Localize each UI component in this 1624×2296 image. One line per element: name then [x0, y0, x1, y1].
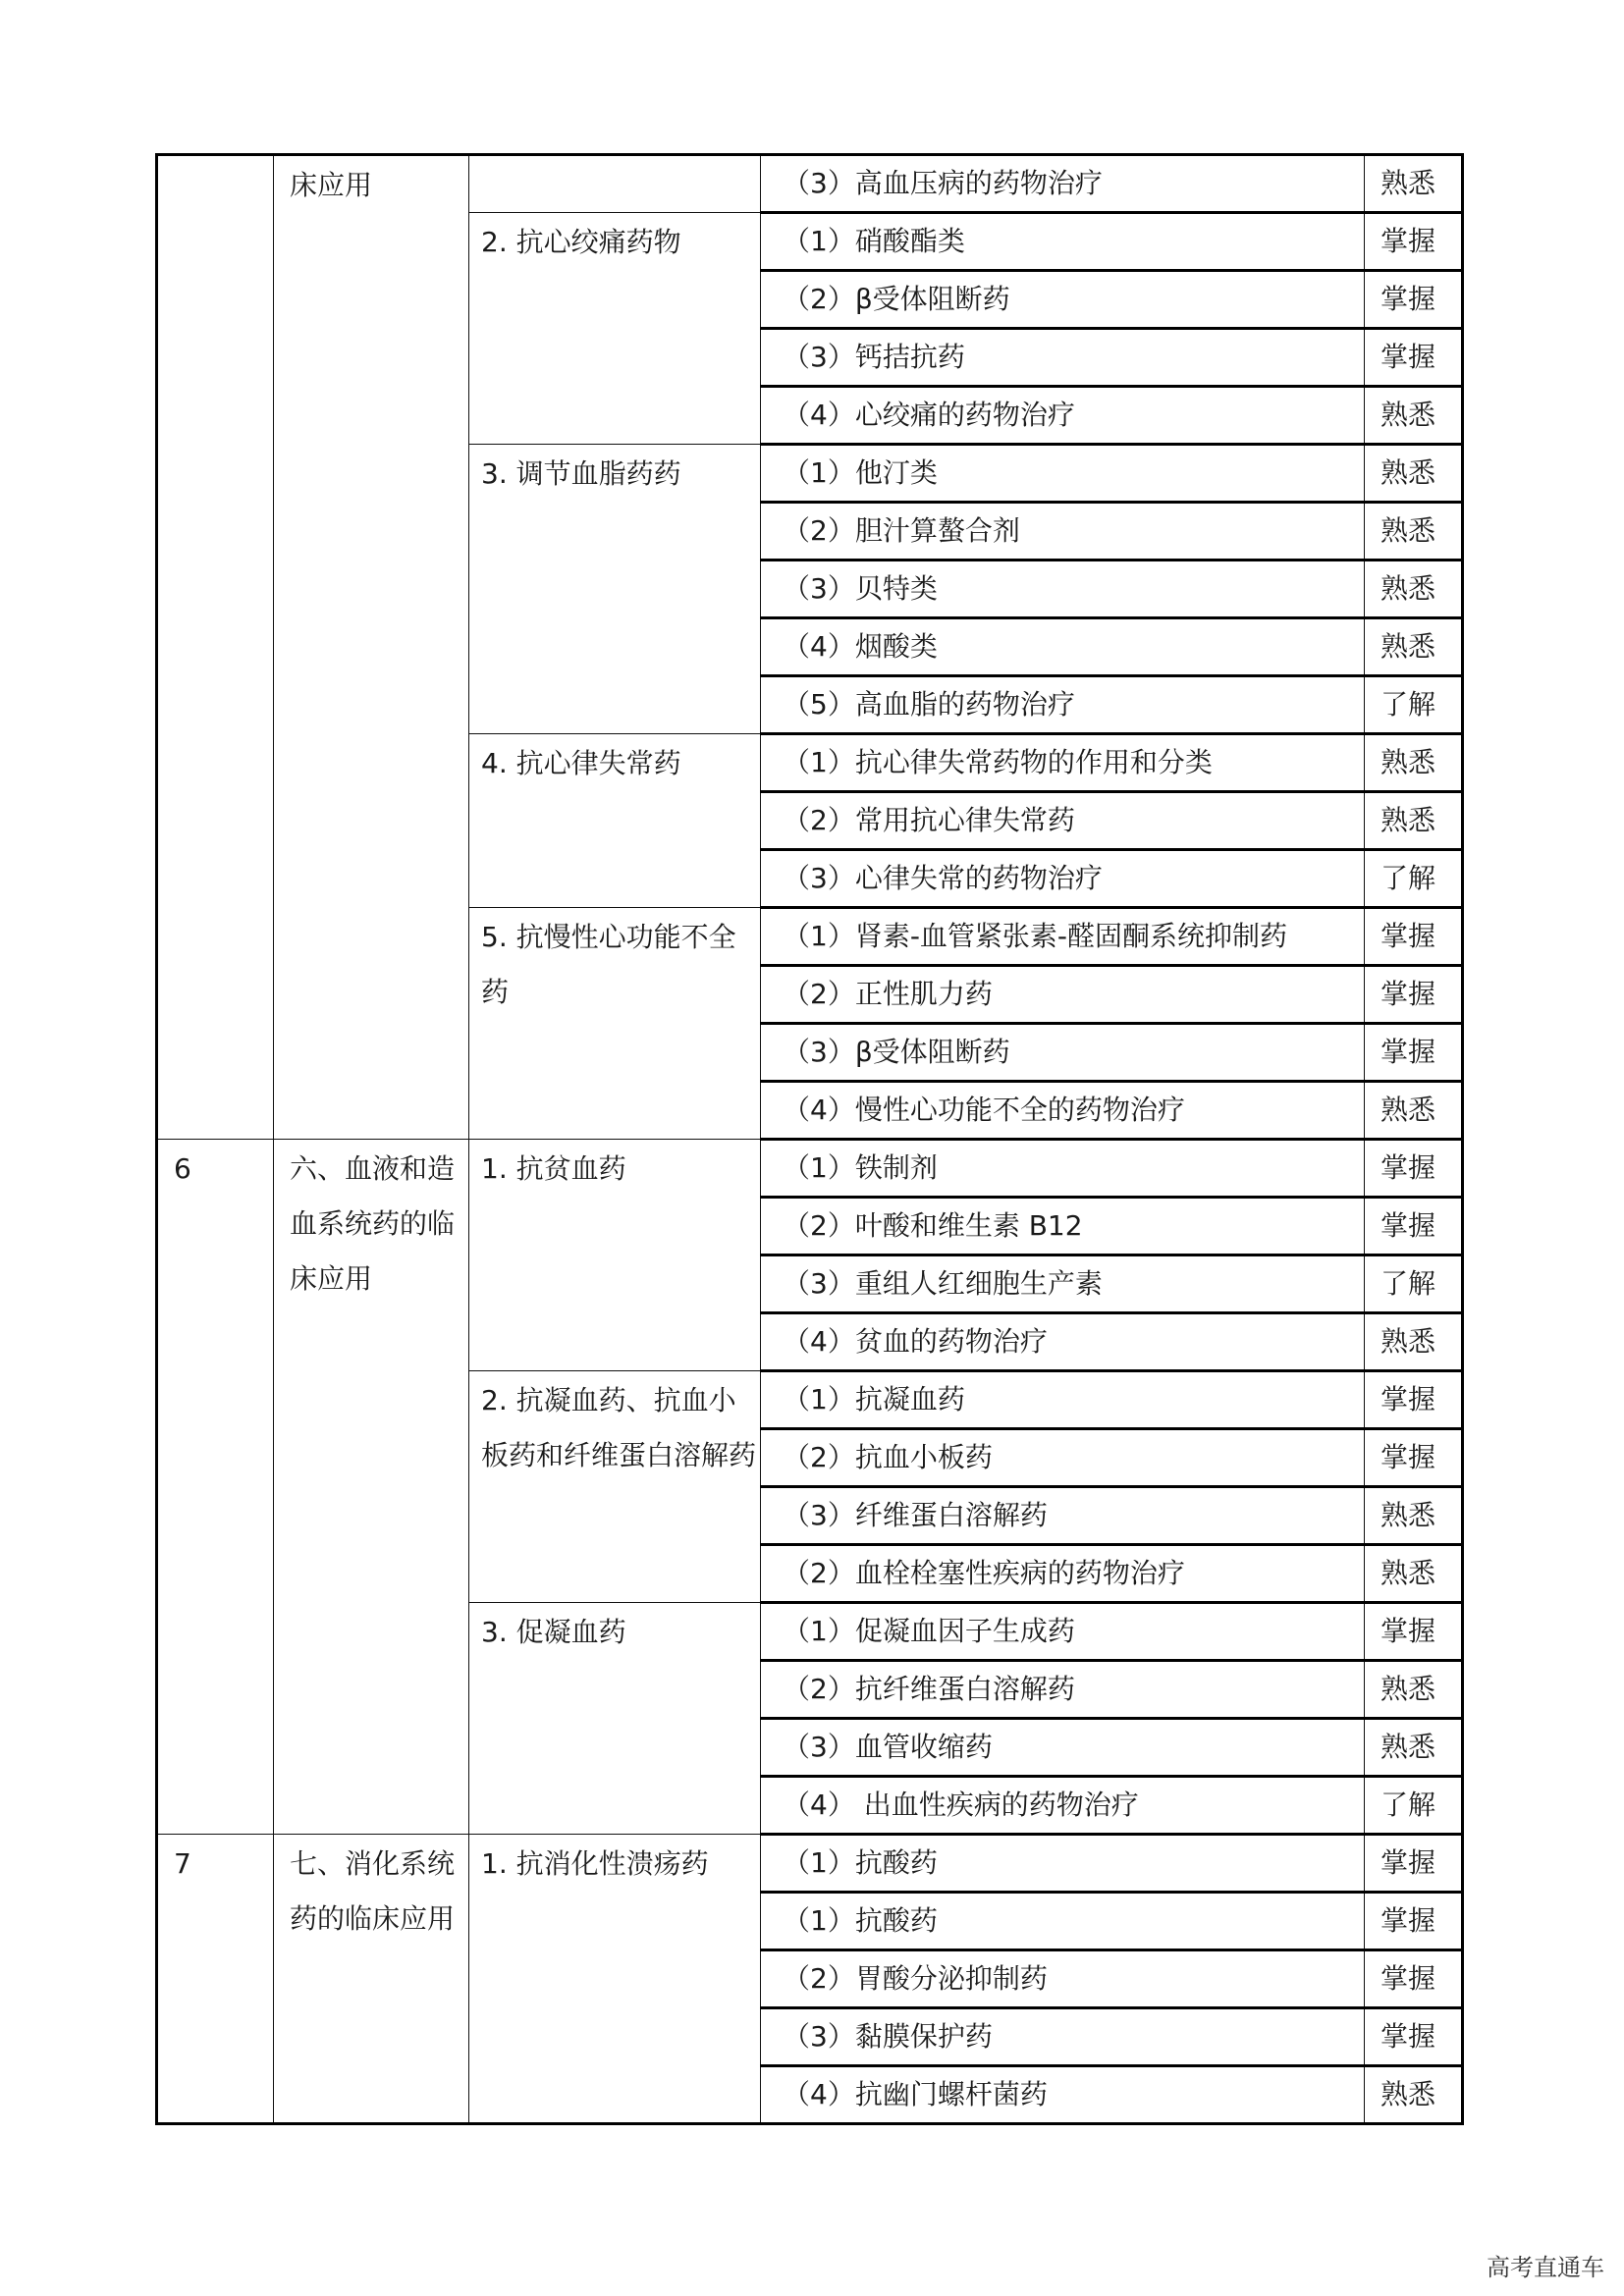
requirement-level-cell: 熟悉: [1365, 1545, 1463, 1603]
requirement-level-cell: 熟悉: [1365, 1313, 1463, 1371]
requirement-level-cell: 掌握: [1365, 1835, 1463, 1893]
unit-number-cell: 7: [157, 1835, 274, 2124]
item-cell: （2）叶酸和维生素 B12: [761, 1198, 1365, 1255]
unit-title-cell: 床应用: [274, 155, 469, 1140]
requirement-level-cell: 熟悉: [1365, 1487, 1463, 1545]
topic-cell: 2. 抗心绞痛药物: [469, 213, 761, 445]
item-cell: （3）纤维蛋白溶解药: [761, 1487, 1365, 1545]
table-row: [157, 155, 1463, 213]
requirement-level-cell: 掌握: [1365, 213, 1463, 271]
requirement-level-cell: 掌握: [1365, 271, 1463, 329]
item-cell: （3）重组人红细胞生产素: [761, 1255, 1365, 1313]
requirement-level-cell: 熟悉: [1365, 734, 1463, 792]
item-cell: （2）抗纤维蛋白溶解药: [761, 1661, 1365, 1719]
item-cell: （4）慢性心功能不全的药物治疗: [761, 1082, 1365, 1140]
requirement-level-cell: 熟悉: [1365, 387, 1463, 445]
requirement-level-cell: 了解: [1365, 1777, 1463, 1835]
watermark-text: 高考直通车: [1487, 2254, 1604, 2281]
item-cell: （4）心绞痛的药物治疗: [761, 387, 1365, 445]
item-cell: （4）烟酸类: [761, 618, 1365, 676]
requirement-level-cell: 掌握: [1365, 1024, 1463, 1082]
requirement-level-cell: 熟悉: [1365, 618, 1463, 676]
item-cell: （2）胃酸分泌抑制药: [761, 1950, 1365, 2008]
topic-cell: 4. 抗心律失常药: [469, 734, 761, 908]
topic-cell: 1. 抗贫血药: [469, 1140, 761, 1371]
topic-cell: 3. 促凝血药: [469, 1603, 761, 1835]
item-cell: （1）抗心律失常药物的作用和分类: [761, 734, 1365, 792]
topic-cell: 1. 抗消化性溃疡药: [469, 1835, 761, 2124]
topic-cell: 2. 抗凝血药、抗血小板药和纤维蛋白溶解药: [469, 1371, 761, 1603]
requirement-level-cell: 了解: [1365, 850, 1463, 908]
requirement-level-cell: 了解: [1365, 676, 1463, 734]
unit-number-cell: 6: [157, 1140, 274, 1835]
requirement-level-cell: 掌握: [1365, 908, 1463, 966]
requirement-level-cell: 掌握: [1365, 966, 1463, 1024]
requirement-level-cell: 掌握: [1365, 1603, 1463, 1661]
item-cell: （2）常用抗心律失常药: [761, 792, 1365, 850]
item-cell: （3）心律失常的药物治疗: [761, 850, 1365, 908]
requirement-level-cell: 掌握: [1365, 1893, 1463, 1950]
item-cell: （3）黏膜保护药: [761, 2008, 1365, 2066]
requirement-level-cell: 熟悉: [1365, 445, 1463, 503]
item-cell: （1）硝酸酯类: [761, 213, 1365, 271]
topic-cell: 3. 调节血脂药药: [469, 445, 761, 734]
requirement-level-cell: 掌握: [1365, 1198, 1463, 1255]
item-cell: （1）他汀类: [761, 445, 1365, 503]
requirement-level-cell: 掌握: [1365, 2008, 1463, 2066]
requirement-level-cell: 掌握: [1365, 1429, 1463, 1487]
table-row: [157, 1835, 1463, 1893]
item-cell: （3）β受体阻断药: [761, 1024, 1365, 1082]
requirement-level-cell: 熟悉: [1365, 503, 1463, 561]
item-cell: （3）高血压病的药物治疗: [761, 155, 1365, 213]
syllabus-table: [155, 153, 1464, 2125]
item-cell: （4） 出血性疾病的药物治疗: [761, 1777, 1365, 1835]
requirement-level-cell: 掌握: [1365, 1950, 1463, 2008]
requirement-level-cell: 熟悉: [1365, 155, 1463, 213]
unit-number-cell: [157, 155, 274, 1140]
topic-cell: 5. 抗慢性心功能不全药: [469, 908, 761, 1140]
table-body: [157, 155, 1463, 2124]
requirement-level-cell: 熟悉: [1365, 1661, 1463, 1719]
requirement-level-cell: 掌握: [1365, 329, 1463, 387]
requirement-level-cell: 熟悉: [1365, 1082, 1463, 1140]
item-cell: （1）肾素-血管紧张素-醛固酮系统抑制药: [761, 908, 1365, 966]
requirement-level-cell: 熟悉: [1365, 792, 1463, 850]
requirement-level-cell: 掌握: [1365, 1371, 1463, 1429]
unit-title-cell: 七、消化系统药的临床应用: [274, 1835, 469, 2124]
item-cell: （1）促凝血因子生成药: [761, 1603, 1365, 1661]
item-cell: （2）正性肌力药: [761, 966, 1365, 1024]
item-cell: （1）抗酸药: [761, 1835, 1365, 1893]
requirement-level-cell: 了解: [1365, 1255, 1463, 1313]
item-cell: （1）铁制剂: [761, 1140, 1365, 1198]
requirement-level-cell: 熟悉: [1365, 1719, 1463, 1777]
item-cell: （2）β受体阻断药: [761, 271, 1365, 329]
requirement-level-cell: 掌握: [1365, 1140, 1463, 1198]
table-row: [157, 1140, 1463, 1198]
item-cell: （2）抗血小板药: [761, 1429, 1365, 1487]
unit-title-cell: 六、血液和造血系统药的临床应用: [274, 1140, 469, 1835]
item-cell: （3）贝特类: [761, 561, 1365, 618]
item-cell: （3）钙拮抗药: [761, 329, 1365, 387]
topic-cell: [469, 155, 761, 213]
item-cell: （5）高血脂的药物治疗: [761, 676, 1365, 734]
item-cell: （2）胆汁算螯合剂: [761, 503, 1365, 561]
requirement-level-cell: 熟悉: [1365, 561, 1463, 618]
item-cell: （1）抗凝血药: [761, 1371, 1365, 1429]
item-cell: （3）血管收缩药: [761, 1719, 1365, 1777]
requirement-level-cell: 熟悉: [1365, 2066, 1463, 2124]
item-cell: （1）抗酸药: [761, 1893, 1365, 1950]
item-cell: （4）贫血的药物治疗: [761, 1313, 1365, 1371]
item-cell: （2）血栓栓塞性疾病的药物治疗: [761, 1545, 1365, 1603]
item-cell: （4）抗幽门螺杆菌药: [761, 2066, 1365, 2124]
